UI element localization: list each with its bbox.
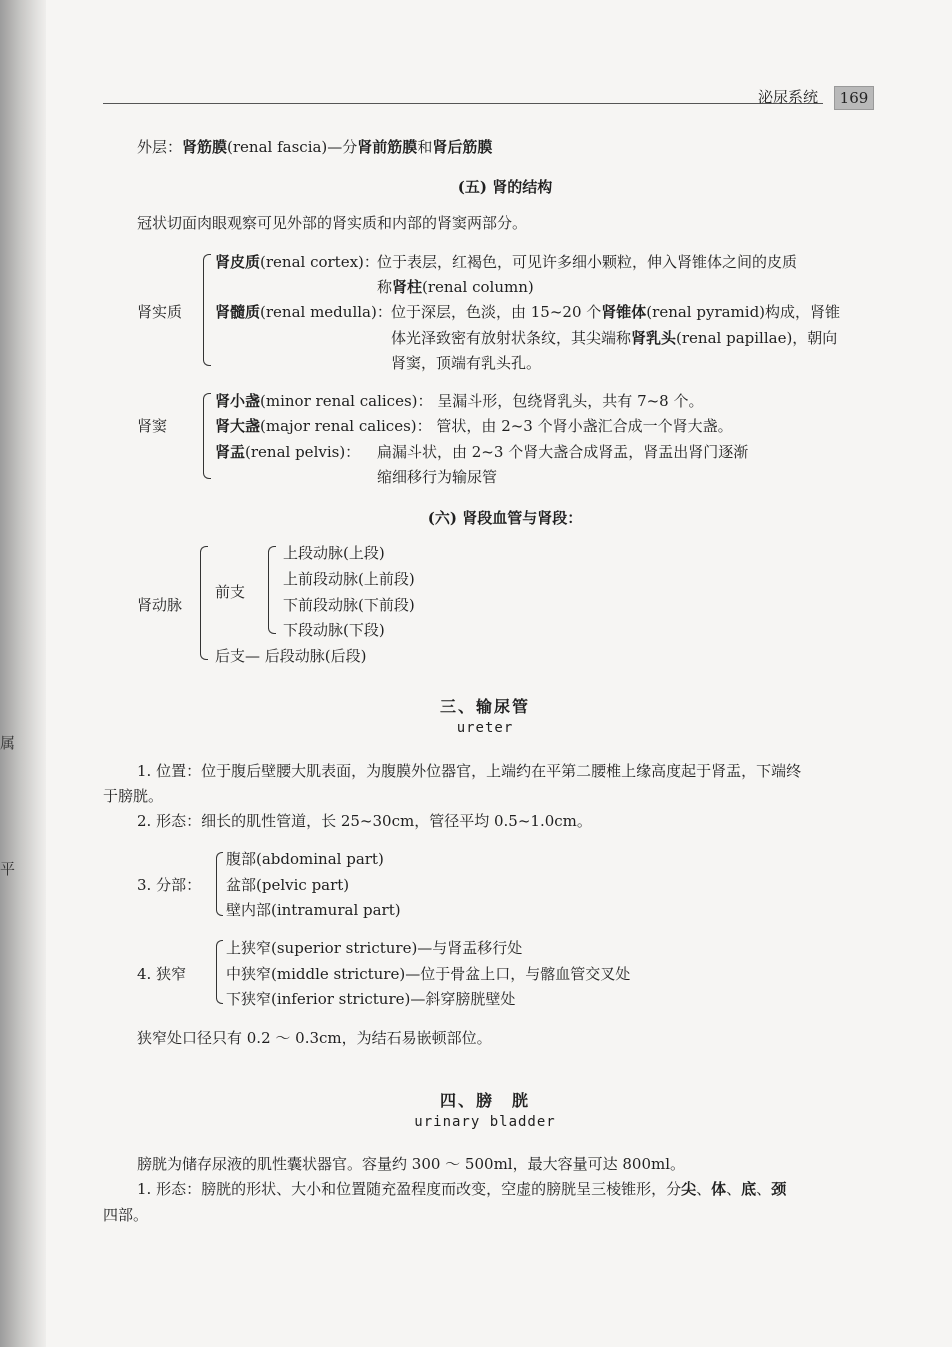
ureter-part-2: 盆部(pelvic part): [226, 876, 350, 894]
major-calices-line: [215, 415, 733, 436]
bladder-shape-line1: [137, 1178, 786, 1199]
text: 位于深层，色淡，由 15~20 个: [391, 303, 602, 321]
term-en: (renal papillae)，朝向: [676, 329, 838, 347]
term-en: (renal cortex)：: [260, 253, 379, 271]
term-major-calices: 肾大盏: [215, 417, 261, 435]
ureter-position-line2: 于膀胱。: [103, 787, 164, 805]
term-neck: 颈: [771, 1180, 787, 1198]
text: 管状，由 2~3 个肾小盏汇合成一个肾大盏。: [436, 417, 733, 435]
separator: 、: [696, 1180, 712, 1198]
section-5-intro: 冠状切面肉眼观察可见外部的肾实质和内部的肾窦两部分。: [137, 214, 528, 232]
text: 体光泽致密有放射状条纹，其尖端称: [391, 329, 632, 347]
term-en: (renal column): [422, 278, 534, 296]
term-en: (renal fascia)—分: [227, 138, 358, 156]
renal-pelvis-heading: [215, 441, 360, 462]
ureter-en-title: ureter: [456, 720, 514, 736]
text: 呈漏斗形，包绕肾乳头，共有 7~8 个。: [437, 392, 704, 410]
margin-char: 平: [0, 860, 16, 878]
book-spine: [0, 0, 46, 1347]
term-anterior-fascia: 肾前筋膜: [357, 138, 418, 156]
ureter-part-1: 腹部(abdominal part): [226, 850, 384, 868]
page-sheet: [46, 0, 952, 1347]
page-number: 169: [834, 86, 874, 110]
ureter-part-3: 壁内部(intramural part): [226, 901, 401, 919]
term-renal-cortex: 肾皮质: [215, 253, 261, 271]
term-renal-fascia: 肾筋膜: [182, 138, 228, 156]
text: 称: [377, 278, 393, 296]
header-title: 泌尿系统: [758, 88, 819, 106]
minor-calices-line: [215, 390, 704, 411]
ureter-stricture-label: 4. 狭窄: [137, 965, 187, 983]
brace: [216, 852, 223, 916]
medulla-desc-line2: [391, 327, 837, 348]
brace: [203, 254, 211, 366]
term-minor-calices: 肾小盏: [215, 392, 261, 410]
section-6-title: (六) 肾段血管与肾段：: [427, 509, 583, 527]
term-en: (renal pyramid)构成，肾锥: [646, 303, 841, 321]
term-renal-column: 肾柱: [392, 278, 423, 296]
term-en: (minor renal calices)：: [260, 392, 433, 410]
bladder-title: 四、膀 胱: [439, 1091, 530, 1110]
ureter-shape: 2. 形态：细长的肌性管道，长 25~30cm，管径平均 0.5~1.0cm。: [137, 812, 592, 830]
header-rule: [103, 103, 823, 104]
artery-branch-2: 上前段动脉(上前段): [283, 570, 415, 588]
bladder-en-title: urinary bladder: [414, 1114, 556, 1130]
artery-branch-3: 下前段动脉(下前段): [283, 596, 415, 614]
sinus-label: 肾窦: [137, 417, 168, 435]
artery-branch-4: 下段动脉(下段): [283, 621, 385, 639]
stricture-3: 下狭窄(inferior stricture)—斜穿膀胱壁处: [226, 990, 516, 1008]
term-renal-medulla: 肾髓质: [215, 303, 261, 321]
ureter-position-line1: 1. 位置：位于腹后壁腰大肌表面，为腹膜外位器官，上端约在平第二腰椎上缘高度起于肾盂，下端终: [137, 762, 802, 780]
cortex-heading: [215, 251, 379, 272]
term-en: (major renal calices)：: [260, 417, 432, 435]
cortex-desc-line2: [377, 276, 534, 297]
separator: 、: [726, 1180, 742, 1198]
brace: [268, 546, 276, 634]
renal-artery-label: 肾动脉: [137, 596, 183, 614]
section-5-title: (五) 肾的结构: [457, 178, 553, 196]
outer-layer-line: [137, 136, 492, 157]
term-fundus: 底: [741, 1180, 757, 1198]
brace: [216, 940, 223, 1004]
text: 1. 形态：膀胱的形状、大小和位置随充盈程度而改变，空虚的膀胱呈三棱锥形，分: [137, 1180, 682, 1198]
brace: [200, 546, 208, 660]
separator: 、: [756, 1180, 772, 1198]
posterior-branch: 后支— 后段动脉(后段): [215, 647, 367, 665]
stricture-note: 狭窄处口径只有 0.2 ～ 0.3cm，为结石易嵌顿部位。: [137, 1029, 492, 1047]
term-en: (renal medulla)：: [260, 303, 392, 321]
term-renal-pyramid: 肾锥体: [601, 303, 647, 321]
term-posterior-fascia: 肾后筋膜: [432, 138, 493, 156]
margin-char: 属: [0, 734, 16, 752]
anterior-branch-label: 前支: [215, 583, 246, 601]
stricture-1: 上狭窄(superior stricture)—与肾盂移行处: [226, 939, 523, 957]
cortex-desc-line1: 位于表层，红褐色，可见许多细小颗粒，伸入肾锥体之间的皮质: [377, 253, 798, 271]
term-renal-papillae: 肾乳头: [631, 329, 677, 347]
term-body: 体: [711, 1180, 727, 1198]
medulla-desc-line1: [391, 301, 840, 322]
outer-layer-label: 外层：: [137, 138, 183, 156]
conjunction: 和: [417, 138, 433, 156]
brace: [203, 393, 211, 479]
term-en: (renal pelvis)：: [245, 443, 361, 461]
renal-pelvis-desc-line1: 扁漏斗状，由 2~3 个肾大盏合成肾盂，肾盂出肾门逐渐: [377, 443, 749, 461]
medulla-heading: [215, 301, 392, 322]
term-apex: 尖: [681, 1180, 697, 1198]
parenchyma-label: 肾实质: [137, 303, 183, 321]
medulla-desc-line3: 肾窦，顶端有乳头孔。: [391, 354, 542, 372]
term-renal-pelvis: 肾盂: [215, 443, 246, 461]
bladder-intro: 膀胱为储存尿液的肌性囊状器官。容量约 300 ～ 500ml，最大容量可达 800ml。: [137, 1155, 686, 1173]
artery-branch-1: 上段动脉(上段): [283, 544, 385, 562]
renal-pelvis-desc-line2: 缩细移行为输尿管: [377, 468, 498, 486]
stricture-2: 中狭窄(middle stricture)—位于骨盆上口，与髂血管交叉处: [226, 965, 631, 983]
ureter-title: 三、输尿管: [439, 697, 530, 716]
ureter-parts-label: 3. 分部：: [137, 876, 202, 894]
bladder-shape-line2: 四部。: [103, 1206, 149, 1224]
